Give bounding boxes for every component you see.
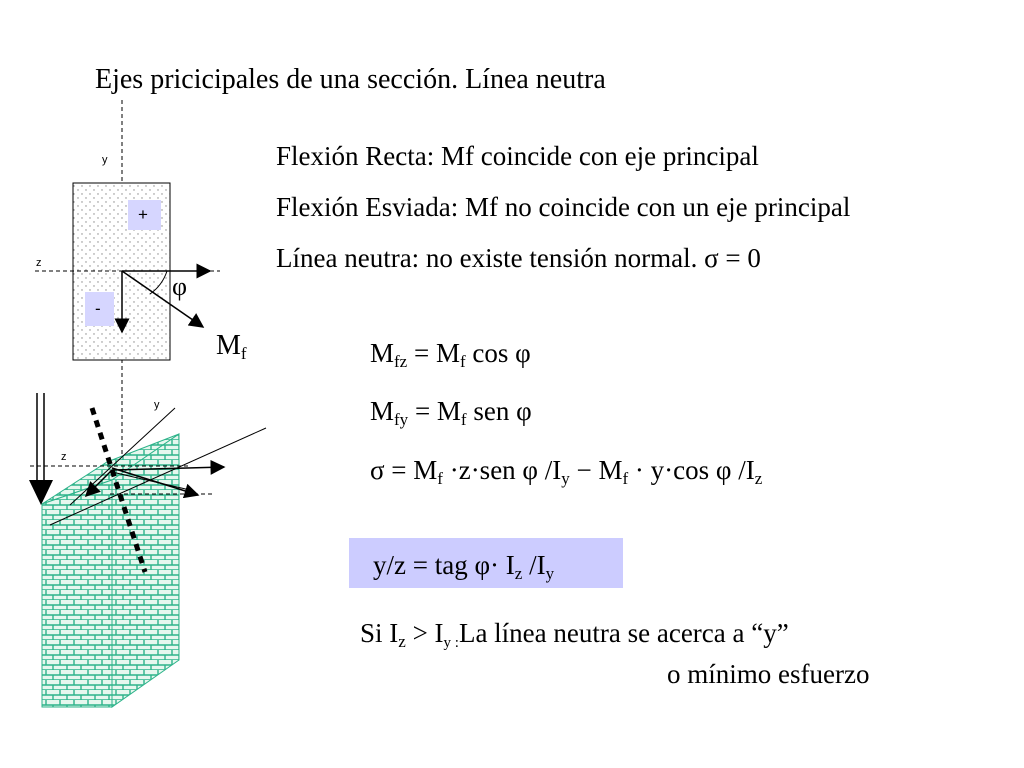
moment-label: $M_f$	[216, 330, 247, 363]
result-equation: y/z = tag $\varphi\cdot I_z$ $/I_y$	[373, 550, 555, 583]
definition-flexion-recta: Flexión Recta: Mf coincide con eje principal	[276, 141, 759, 171]
definition-flexion-esviada: Flexión Esviada: Mf no coincide con un eje principal	[276, 192, 851, 222]
page-title: Ejes pricicipales de una sección. Línea neutra	[95, 64, 606, 95]
equation-sigma: $\sigma = M_f \cdot z\cdot sen$ φ $/I_y - M_f \cdot y\cdot\cos$ φ $/I_z$	[370, 455, 763, 488]
prism-front-face	[42, 480, 112, 707]
z-axis-3d-label: z	[61, 451, 67, 463]
equation-mfy: $M_{fy} = M_f$ sen φ	[370, 396, 532, 429]
y-axis-3d-label: y	[154, 399, 160, 411]
definition-linea-neutra: Línea neutra: no existe tensión normal. σ = 0	[276, 243, 761, 273]
plus-sign: +	[138, 205, 148, 224]
conclusion-line-1: Si $I_z > I_{y :}La$ línea neutra se acerca a “y”	[360, 618, 789, 651]
equation-mfz: $M_{fz} = M_f$ cos φ	[370, 338, 531, 371]
phi-label: φ	[172, 272, 188, 301]
minus-sign: -	[95, 299, 101, 318]
y-axis-label: y	[102, 154, 108, 166]
z-axis-label: z	[36, 257, 42, 269]
conclusion-line-2: o mínimo esfuerzo	[667, 659, 870, 689]
